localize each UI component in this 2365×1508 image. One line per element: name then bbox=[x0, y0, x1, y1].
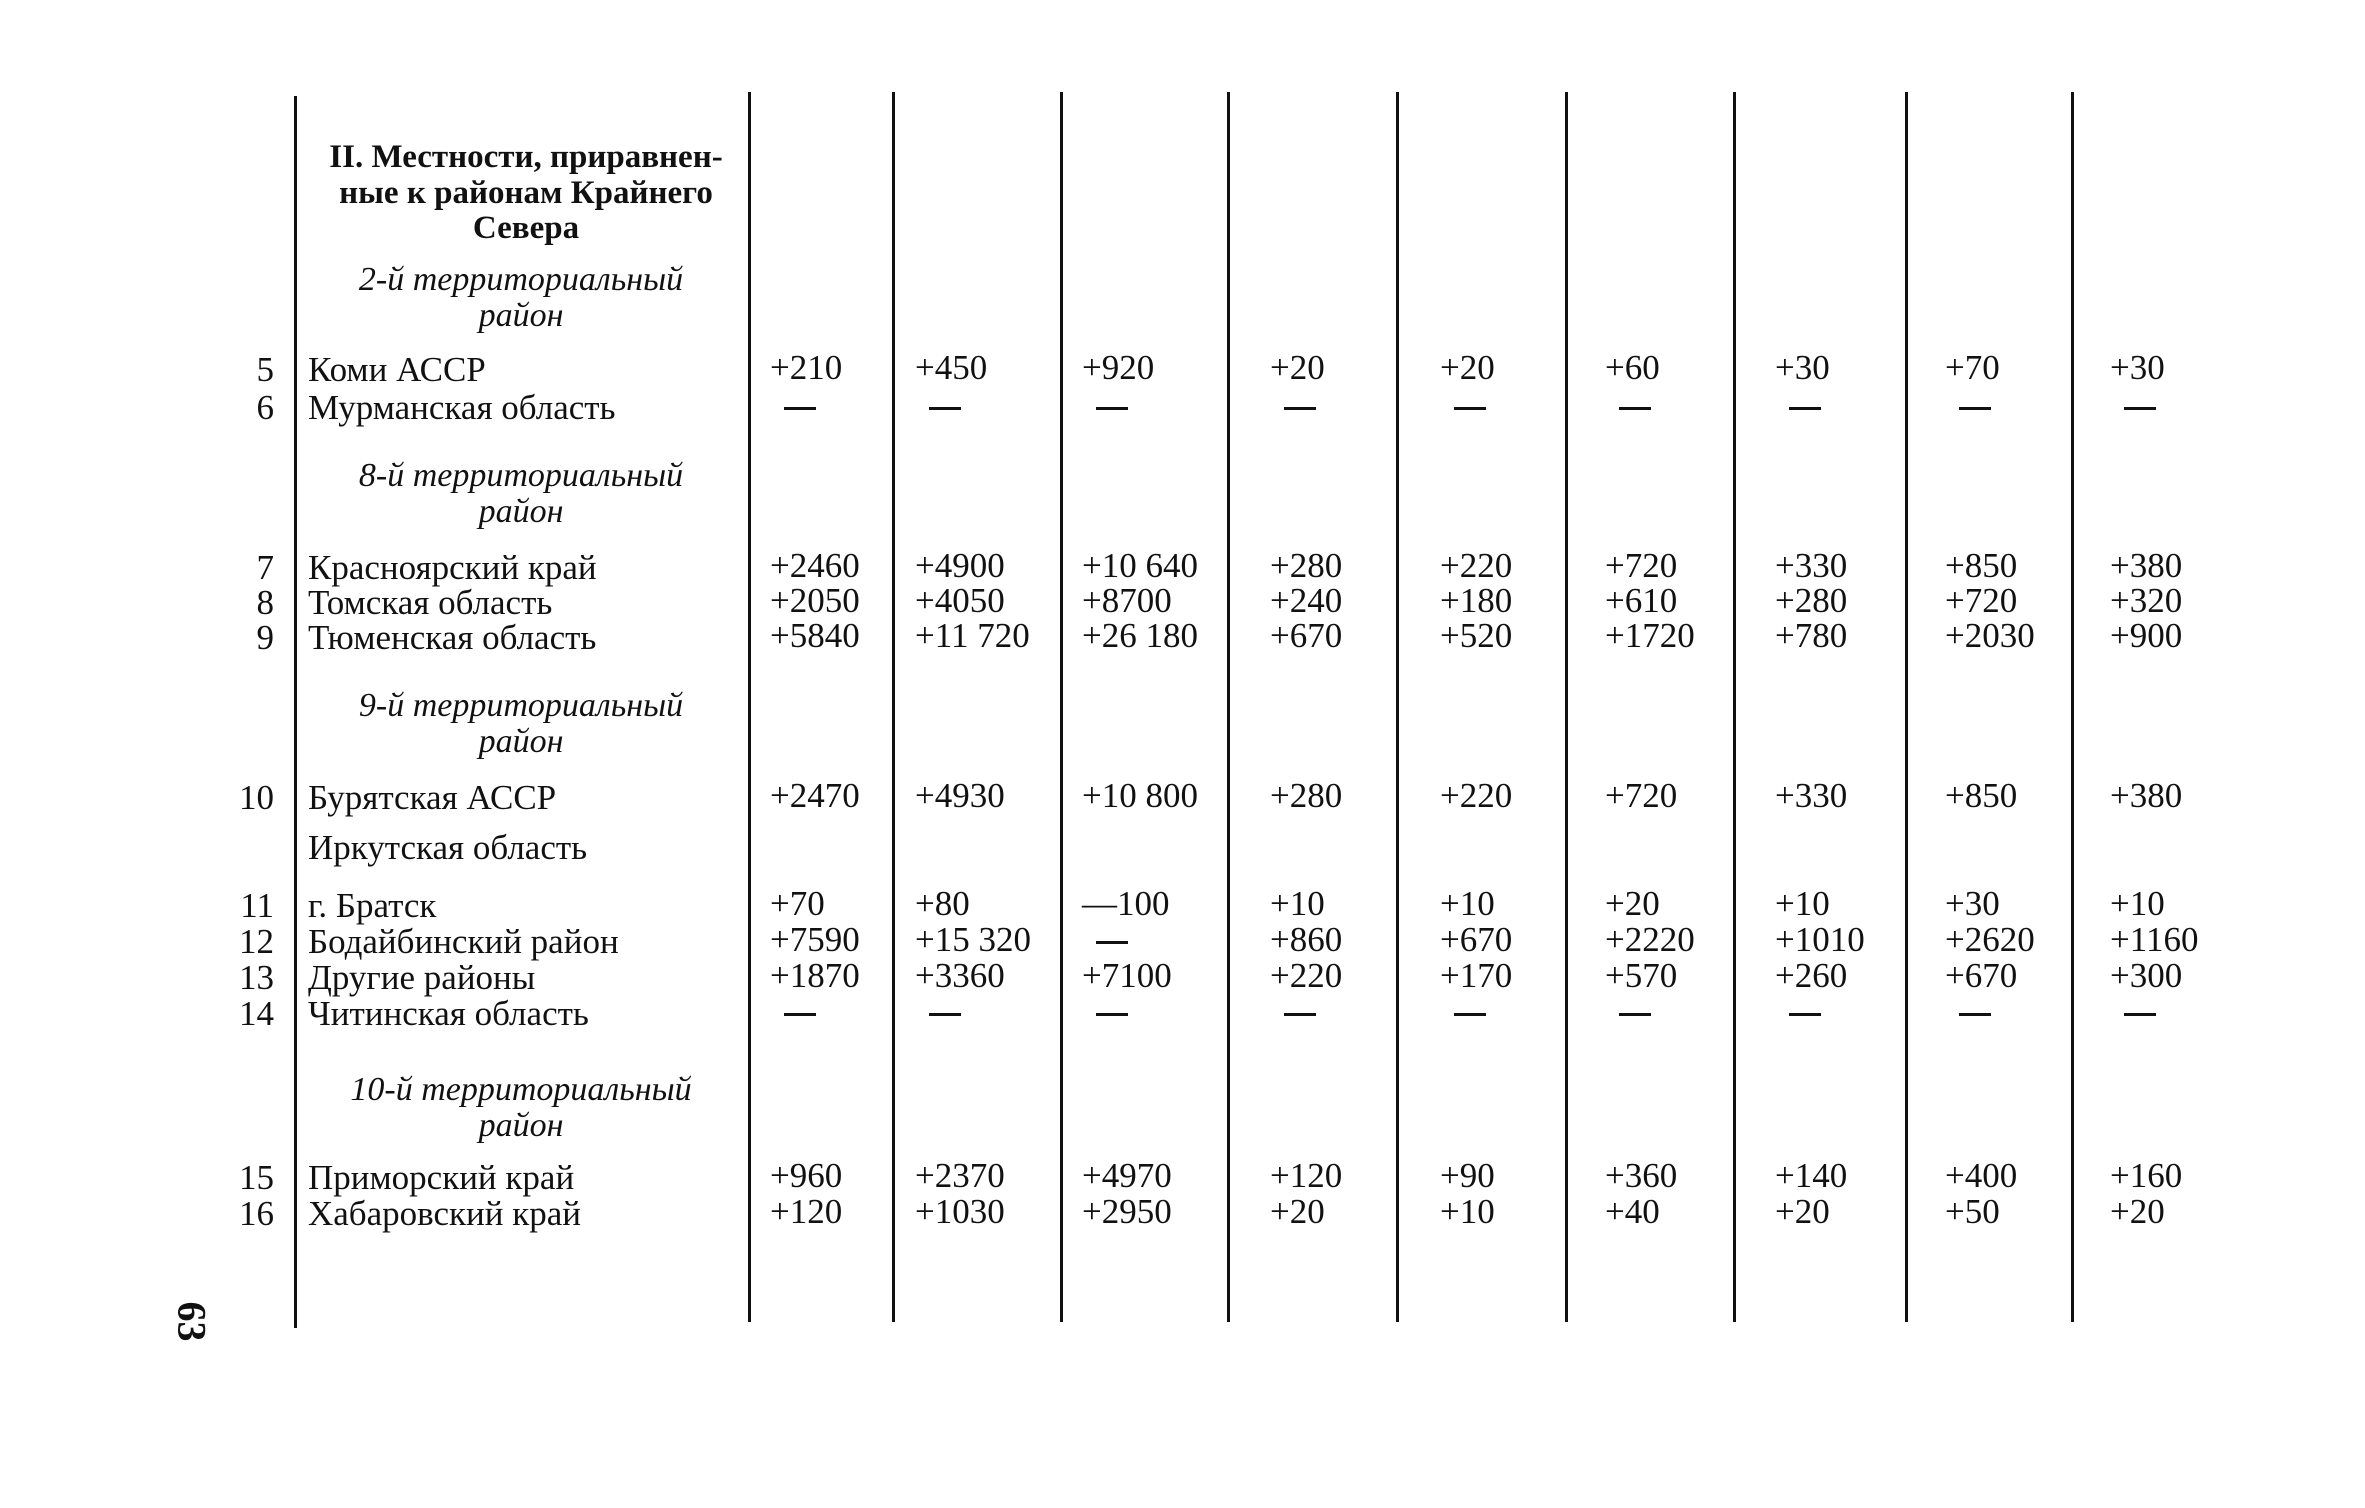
row-number: 14 bbox=[239, 994, 274, 1033]
table-cell: +900 bbox=[2110, 616, 2183, 655]
table-cell bbox=[915, 994, 961, 1029]
table-cell: +10 bbox=[2110, 884, 2165, 923]
table-cell: +70 bbox=[770, 884, 825, 923]
table-cell bbox=[770, 388, 816, 423]
table-cell: —100 bbox=[1082, 884, 1170, 923]
region-heading bbox=[306, 262, 736, 334]
table-cell: +20 bbox=[1270, 1192, 1325, 1231]
region-heading-line: район bbox=[478, 493, 564, 531]
table-cell: +7100 bbox=[1082, 956, 1172, 995]
dash-mark bbox=[1959, 407, 1991, 410]
dash-mark bbox=[1789, 407, 1821, 410]
column-rule bbox=[1905, 92, 1908, 1322]
column-rule bbox=[748, 92, 751, 1322]
region-heading bbox=[306, 458, 736, 530]
section-title bbox=[306, 140, 746, 247]
table-cell bbox=[1775, 388, 1821, 423]
row-number: 15 bbox=[239, 1158, 274, 1197]
row-name: Читинская область bbox=[308, 994, 589, 1033]
table-cell: +360 bbox=[1605, 1156, 1678, 1195]
section-title-line: Севера bbox=[472, 210, 580, 247]
region-heading-line: 9-й территориальный bbox=[358, 687, 684, 724]
table-cell bbox=[1082, 994, 1128, 1029]
table-cell: +30 bbox=[1945, 884, 2000, 923]
table-cell: +720 bbox=[1945, 581, 2018, 620]
table-cell: +10 bbox=[1440, 884, 1495, 923]
table-cell: +180 bbox=[1440, 581, 1513, 620]
dash-mark bbox=[1096, 407, 1128, 410]
column-rule bbox=[892, 92, 895, 1322]
table-cell: +280 bbox=[1775, 581, 1848, 620]
dash-mark bbox=[2124, 1013, 2156, 1016]
table-cell: +60 bbox=[1605, 348, 1660, 387]
table-cell: +20 bbox=[1605, 884, 1660, 923]
table-cell bbox=[1945, 388, 1991, 423]
subheading: Иркутская область bbox=[308, 828, 588, 867]
region-heading-line: 2-й территориальный bbox=[358, 261, 684, 298]
dash-mark bbox=[1789, 1013, 1821, 1016]
table-cell: +1160 bbox=[2110, 920, 2199, 959]
table-cell: +2050 bbox=[770, 581, 860, 620]
table-cell: +3360 bbox=[915, 956, 1005, 995]
table-cell: +15 320 bbox=[915, 920, 1031, 959]
region-heading-line: 10-й территориальный bbox=[350, 1071, 692, 1108]
table-cell: +300 bbox=[2110, 956, 2183, 995]
column-rule bbox=[1565, 92, 1568, 1322]
column-rule bbox=[1227, 92, 1230, 1322]
table-cell: +780 bbox=[1775, 616, 1848, 655]
table-cell: +2030 bbox=[1945, 616, 2035, 655]
table-cell: +380 bbox=[2110, 546, 2183, 585]
table-cell: +280 bbox=[1270, 546, 1343, 585]
row-number: 9 bbox=[256, 618, 274, 657]
dash-mark bbox=[929, 1013, 961, 1016]
table-cell: +2460 bbox=[770, 546, 860, 585]
table-cell bbox=[1082, 388, 1128, 423]
dash-mark bbox=[784, 1013, 816, 1016]
table-cell: +8700 bbox=[1082, 581, 1172, 620]
table-cell: +170 bbox=[1440, 956, 1513, 995]
dash-mark bbox=[1959, 1013, 1991, 1016]
table-cell bbox=[2110, 388, 2156, 423]
table-cell: +220 bbox=[1270, 956, 1343, 995]
table-cell: +20 bbox=[1440, 348, 1495, 387]
region-heading-line: район bbox=[478, 723, 564, 761]
table-cell: +2370 bbox=[915, 1156, 1005, 1195]
row-number: 6 bbox=[256, 388, 274, 427]
table-cell: +960 bbox=[770, 1156, 843, 1195]
row-name: Коми АССР bbox=[308, 350, 486, 389]
table-cell: +520 bbox=[1440, 616, 1513, 655]
table-cell bbox=[1270, 388, 1316, 423]
table-cell: +20 bbox=[1775, 1192, 1830, 1231]
table-cell: +120 bbox=[1270, 1156, 1343, 1195]
table-cell: +920 bbox=[1082, 348, 1155, 387]
table-cell: +320 bbox=[2110, 581, 2183, 620]
dash-mark bbox=[1284, 1013, 1316, 1016]
table-cell bbox=[1945, 994, 1991, 1029]
table-cell: +10 640 bbox=[1082, 546, 1198, 585]
column-rule bbox=[1396, 92, 1399, 1322]
table-cell bbox=[1605, 388, 1651, 423]
row-name: Бурятская АССР bbox=[308, 778, 557, 817]
table-cell: +670 bbox=[1270, 616, 1343, 655]
dash-mark bbox=[929, 407, 961, 410]
table-cell: +90 bbox=[1440, 1156, 1495, 1195]
column-rule bbox=[1733, 92, 1736, 1322]
table-cell: +860 bbox=[1270, 920, 1343, 959]
table-cell: +670 bbox=[1945, 956, 2018, 995]
row-number: 10 bbox=[239, 778, 274, 817]
table-cell bbox=[1270, 994, 1316, 1029]
dash-mark bbox=[2124, 407, 2156, 410]
page-number: 63 bbox=[169, 1301, 215, 1342]
table-cell: +120 bbox=[770, 1192, 843, 1231]
table-cell: +280 bbox=[1270, 776, 1343, 815]
table-cell: +10 bbox=[1440, 1192, 1495, 1231]
table-cell bbox=[1605, 994, 1651, 1029]
row-name: Томская область bbox=[308, 583, 553, 622]
table-cell: +5840 bbox=[770, 616, 860, 655]
row-name: г. Братск bbox=[308, 886, 437, 925]
table-cell: +10 bbox=[1775, 884, 1830, 923]
column-rule bbox=[2071, 92, 2074, 1322]
row-number: 12 bbox=[239, 922, 274, 961]
table-cell: +720 bbox=[1605, 546, 1678, 585]
table-cell: +850 bbox=[1945, 546, 2018, 585]
table-cell: +570 bbox=[1605, 956, 1678, 995]
table-cell bbox=[1440, 388, 1486, 423]
table-cell: +330 bbox=[1775, 776, 1848, 815]
table-cell: +240 bbox=[1270, 581, 1343, 620]
row-name: Хабаровский край bbox=[308, 1194, 581, 1233]
table-cell: +160 bbox=[2110, 1156, 2183, 1195]
table-cell: +50 bbox=[1945, 1192, 2000, 1231]
dash-mark bbox=[784, 407, 816, 410]
table-cell: +210 bbox=[770, 348, 843, 387]
table-cell: +1010 bbox=[1775, 920, 1865, 959]
row-name: Мурманская область bbox=[308, 388, 616, 427]
dash-mark bbox=[1284, 407, 1316, 410]
column-rule bbox=[1060, 92, 1063, 1322]
table-cell: +2470 bbox=[770, 776, 860, 815]
row-name: Другие районы bbox=[308, 958, 536, 997]
table-cell: +80 bbox=[915, 884, 970, 923]
table-cell bbox=[915, 388, 961, 423]
table-cell: +11 720 bbox=[915, 616, 1030, 655]
table-cell: +4050 bbox=[915, 581, 1005, 620]
dash-mark bbox=[1096, 941, 1128, 944]
table-cell bbox=[1082, 922, 1128, 957]
table-cell: +670 bbox=[1440, 920, 1513, 959]
table-cell: +140 bbox=[1775, 1156, 1848, 1195]
table-cell: +2620 bbox=[1945, 920, 2035, 959]
table-cell: +26 180 bbox=[1082, 616, 1198, 655]
table-cell: +850 bbox=[1945, 776, 2018, 815]
table-cell: +330 bbox=[1775, 546, 1848, 585]
table-cell: +400 bbox=[1945, 1156, 2018, 1195]
row-number: 5 bbox=[256, 350, 274, 389]
table-cell bbox=[1775, 994, 1821, 1029]
row-number: 11 bbox=[240, 886, 274, 925]
table-cell: +2220 bbox=[1605, 920, 1695, 959]
table-cell: +20 bbox=[2110, 1192, 2165, 1231]
region-heading-line: район bbox=[478, 297, 564, 335]
region-heading bbox=[306, 688, 736, 760]
table-cell: +2950 bbox=[1082, 1192, 1172, 1231]
table-cell: +220 bbox=[1440, 776, 1513, 815]
row-number: 8 bbox=[256, 583, 274, 622]
table-cell: +220 bbox=[1440, 546, 1513, 585]
row-name: Тюменская область bbox=[308, 618, 597, 657]
dash-mark bbox=[1454, 1013, 1486, 1016]
region-heading-line: район bbox=[478, 1107, 564, 1145]
table-cell: +4930 bbox=[915, 776, 1005, 815]
table-cell: +10 bbox=[1270, 884, 1325, 923]
dash-mark bbox=[1096, 1013, 1128, 1016]
table-cell: +40 bbox=[1605, 1192, 1660, 1231]
table-cell: +30 bbox=[1775, 348, 1830, 387]
table-cell: +720 bbox=[1605, 776, 1678, 815]
dash-mark bbox=[1619, 1013, 1651, 1016]
table-cell: +20 bbox=[1270, 348, 1325, 387]
table-cell: +1870 bbox=[770, 956, 860, 995]
row-name: Приморский край bbox=[308, 1158, 575, 1197]
table-cell bbox=[770, 994, 816, 1029]
table-cell: +610 bbox=[1605, 581, 1678, 620]
row-number: 13 bbox=[239, 958, 274, 997]
table-cell bbox=[2110, 994, 2156, 1029]
section-title-line: II. Местности, приравнен- bbox=[329, 139, 723, 175]
row-name: Бодайбинский район bbox=[308, 922, 619, 961]
table-cell bbox=[1440, 994, 1486, 1029]
dash-mark bbox=[1454, 407, 1486, 410]
table-cell: +1720 bbox=[1605, 616, 1695, 655]
row-number: 16 bbox=[239, 1194, 274, 1233]
table-cell: +450 bbox=[915, 348, 988, 387]
table-cell: +70 bbox=[1945, 348, 2000, 387]
table-cell: +4900 bbox=[915, 546, 1005, 585]
table-cell: +4970 bbox=[1082, 1156, 1172, 1195]
table-cell: +260 bbox=[1775, 956, 1848, 995]
table-cell: +380 bbox=[2110, 776, 2183, 815]
dash-mark bbox=[1619, 407, 1651, 410]
table-cell: +10 800 bbox=[1082, 776, 1198, 815]
region-heading-line: 8-й территориальный bbox=[358, 457, 684, 494]
column-rule bbox=[294, 96, 297, 1328]
region-heading bbox=[306, 1072, 736, 1144]
row-number: 7 bbox=[256, 548, 274, 587]
section-title-line: ные к районам Крайнего bbox=[339, 174, 713, 211]
table-cell: +1030 bbox=[915, 1192, 1005, 1231]
table-cell: +30 bbox=[2110, 348, 2165, 387]
table-cell: +7590 bbox=[770, 920, 860, 959]
row-name: Красноярский край bbox=[308, 548, 597, 587]
